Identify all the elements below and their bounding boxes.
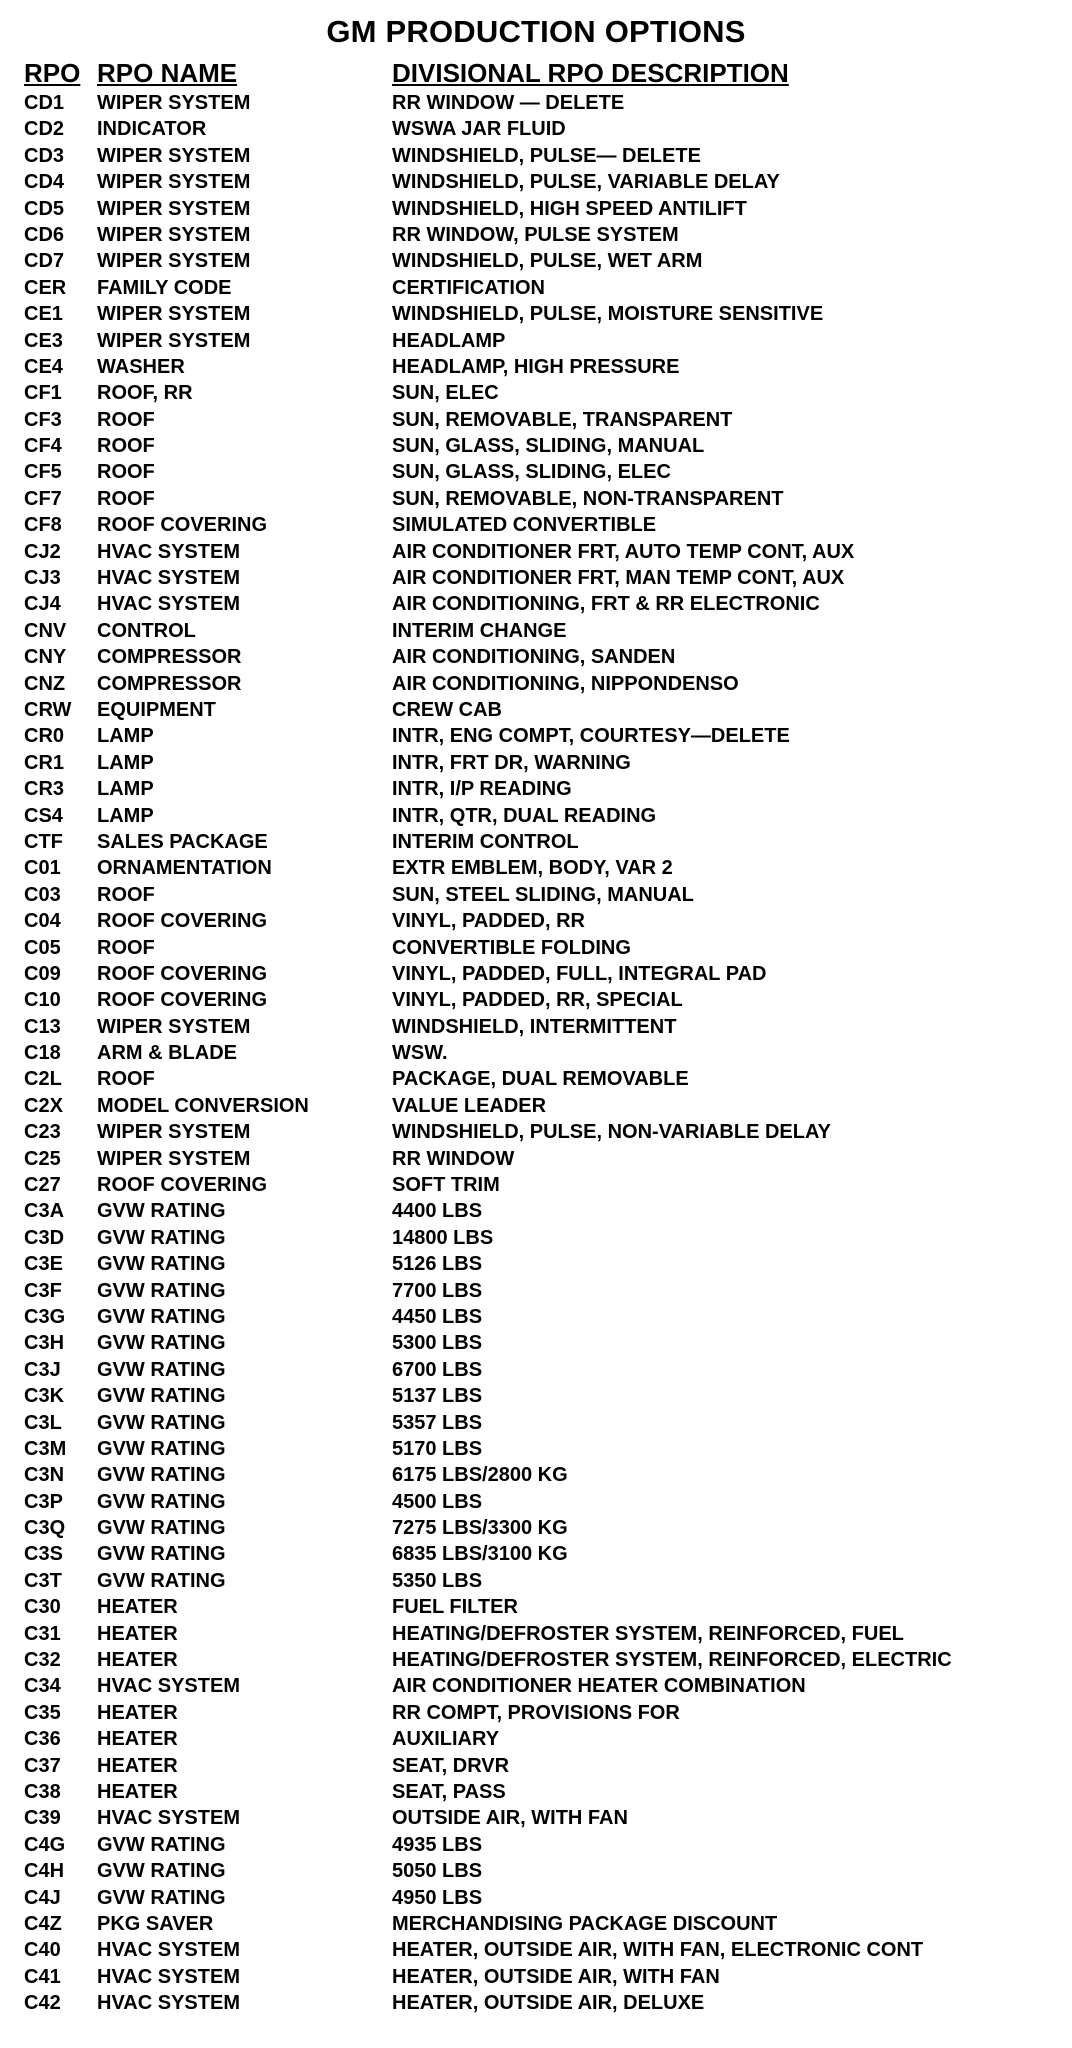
rpo-description-cell: 14800 LBS (392, 1226, 494, 1249)
rpo-name-cell: COMPRESSOR (97, 646, 242, 669)
rpo-code-cell: CTF (24, 830, 63, 853)
rpo-description-cell: 5300 LBS (392, 1332, 483, 1355)
rpo-name-cell: HVAC SYSTEM (97, 1675, 240, 1698)
rpo-description-cell: 6700 LBS (392, 1358, 483, 1381)
table-row (0, 143, 1072, 169)
rpo-name-cell: WIPER SYSTEM (97, 92, 251, 114)
rpo-name-cell: ROOF COVERING (97, 962, 268, 985)
rpo-code-cell: CD4 (24, 171, 65, 194)
rpo-code-cell: CD2 (24, 118, 65, 141)
rpo-code-cell: CNV (24, 619, 67, 642)
rpo-name-cell: GVW RATING (97, 1437, 226, 1460)
table-row (0, 1330, 1072, 1356)
rpo-code-cell: C03 (24, 883, 61, 906)
rpo-description-cell: INTR, I/P READING (392, 778, 572, 801)
rpo-name-cell: WIPER SYSTEM (97, 1147, 251, 1170)
rpo-description-cell: 7700 LBS (392, 1279, 483, 1302)
rpo-name-cell: ROOF COVERING (97, 910, 268, 933)
column-header-rpo-name: RPO NAME (97, 58, 238, 88)
rpo-description-cell: PACKAGE, DUAL REMOVABLE (392, 1068, 689, 1091)
rpo-name-cell: WIPER SYSTEM (97, 250, 251, 273)
rpo-name-cell: HVAC SYSTEM (97, 1965, 240, 1988)
table-row (0, 829, 1072, 855)
table-row (0, 1726, 1072, 1752)
rpo-code-cell: CS4 (24, 804, 63, 827)
rpo-code-cell: C32 (24, 1649, 61, 1672)
rpo-description-cell: INTERIM CONTROL (392, 830, 579, 853)
table-row (0, 486, 1072, 512)
rpo-code-cell: CNY (24, 646, 67, 669)
rpo-name-cell: ARM & BLADE (97, 1042, 237, 1065)
table-row (0, 512, 1072, 538)
rpo-description-cell: WINDSHIELD, HIGH SPEED ANTILIFT (392, 197, 747, 220)
rpo-code-cell: CF4 (24, 435, 62, 458)
table-row (0, 539, 1072, 565)
rpo-name-cell: ROOF, RR (97, 382, 193, 405)
rpo-name-cell: GVW RATING (97, 1253, 226, 1276)
rpo-name-cell: WIPER SYSTEM (97, 1121, 251, 1144)
rpo-name-cell: CONTROL (97, 619, 196, 642)
rpo-name-cell: GVW RATING (97, 1332, 226, 1355)
rpo-description-cell: AUXILIARY (392, 1728, 500, 1751)
rpo-code-cell: C4Z (24, 1912, 62, 1935)
rpo-name-cell: GVW RATING (97, 1464, 226, 1487)
rpo-code-cell: C42 (24, 1992, 61, 2015)
rpo-description-cell: 4935 LBS (392, 1833, 483, 1856)
table-row (0, 90, 1072, 116)
rpo-code-cell: C3P (24, 1490, 63, 1513)
rpo-description-cell: AIR CONDITIONING, NIPPONDENSO (392, 672, 739, 695)
rpo-description-cell: MERCHANDISING PACKAGE DISCOUNT (392, 1912, 778, 1935)
rpo-name-cell: GVW RATING (97, 1860, 226, 1883)
rpo-description-cell: HEATER, OUTSIDE AIR, DELUXE (392, 1992, 705, 2015)
table-row (0, 407, 1072, 433)
rpo-description-cell: WINDSHIELD, PULSE, VARIABLE DELAY (392, 171, 780, 194)
rpo-code-cell: CJ2 (24, 540, 61, 563)
rpo-code-cell: C35 (24, 1701, 61, 1724)
table-row (0, 1251, 1072, 1277)
rpo-name-cell: ROOF (97, 936, 155, 959)
rpo-name-cell: WIPER SYSTEM (97, 303, 251, 326)
rpo-description-cell: SUN, REMOVABLE, NON-TRANSPARENT (392, 487, 784, 510)
rpo-name-cell: WIPER SYSTEM (97, 1015, 251, 1038)
rpo-description-cell: FUEL FILTER (392, 1596, 518, 1619)
rpo-description-cell: RR COMPT, PROVISIONS FOR (392, 1701, 680, 1724)
rpo-description-cell: OUTSIDE AIR, WITH FAN (392, 1807, 628, 1830)
rpo-code-cell: CF8 (24, 514, 62, 537)
rpo-description-cell: AIR CONDITIONER HEATER COMBINATION (392, 1675, 806, 1698)
rpo-description-cell: VINYL, PADDED, RR (392, 910, 585, 933)
rpo-description-cell: SUN, GLASS, SLIDING, ELEC (392, 461, 671, 484)
rpo-name-cell: GVW RATING (97, 1569, 226, 1592)
rpo-code-cell: C4G (24, 1833, 66, 1856)
rpo-description-cell: CERTIFICATION (392, 276, 545, 299)
column-header-rpo: RPO (24, 58, 81, 88)
table-row (0, 459, 1072, 485)
rpo-name-cell: HEATER (97, 1728, 178, 1751)
rpo-description-cell: AIR CONDITIONING, SANDEN (392, 646, 676, 669)
rpo-description-cell: SOFT TRIM (392, 1174, 500, 1197)
rpo-code-cell: CNZ (24, 672, 66, 695)
table-row (0, 1885, 1072, 1911)
table-row (0, 1119, 1072, 1145)
rpo-description-cell: WSW. (392, 1042, 448, 1065)
rpo-description-cell: SUN, STEEL SLIDING, MANUAL (392, 883, 694, 906)
rpo-description-cell: INTR, FRT DR, WARNING (392, 751, 631, 774)
options-table-body (0, 90, 1072, 2017)
rpo-name-cell: ROOF (97, 883, 155, 906)
table-row (0, 1040, 1072, 1066)
table-row (0, 935, 1072, 961)
table-row (0, 882, 1072, 908)
table-row (0, 565, 1072, 591)
rpo-code-cell: CR1 (24, 751, 65, 774)
table-row (0, 196, 1072, 222)
rpo-description-cell: HEATER, OUTSIDE AIR, WITH FAN, ELECTRONIC CONT (392, 1939, 924, 1962)
rpo-name-cell: HEATER (97, 1622, 178, 1645)
table-row (0, 908, 1072, 934)
rpo-description-cell: 5357 LBS (392, 1411, 483, 1434)
rpo-description-cell: 6835 LBS/3100 KG (392, 1543, 568, 1566)
table-row (0, 697, 1072, 723)
table-row (0, 1621, 1072, 1647)
rpo-name-cell: HEATER (97, 1701, 178, 1724)
rpo-description-cell: 4500 LBS (392, 1490, 483, 1513)
rpo-name-cell: HVAC SYSTEM (97, 540, 240, 563)
rpo-code-cell: C3K (24, 1385, 65, 1408)
rpo-name-cell: HVAC SYSTEM (97, 567, 240, 590)
rpo-name-cell: HEATER (97, 1649, 178, 1672)
rpo-description-cell: RR WINDOW, PULSE SYSTEM (392, 223, 679, 246)
table-row (0, 591, 1072, 617)
table-row (0, 1146, 1072, 1172)
table-row (0, 1832, 1072, 1858)
column-header-description: DIVISIONAL RPO DESCRIPTION (392, 58, 789, 88)
table-row (0, 1383, 1072, 1409)
rpo-description-cell: 4950 LBS (392, 1886, 483, 1909)
rpo-description-cell: WINDSHIELD, PULSE, MOISTURE SENSITIVE (392, 303, 824, 326)
rpo-code-cell: C2X (24, 1094, 63, 1117)
rpo-description-cell: RR WINDOW (392, 1147, 515, 1170)
rpo-name-cell: WASHER (97, 355, 185, 378)
rpo-code-cell: CD6 (24, 223, 65, 246)
rpo-code-cell: C23 (24, 1121, 61, 1144)
rpo-code-cell: CD3 (24, 144, 65, 167)
rpo-code-cell: C25 (24, 1147, 61, 1170)
rpo-description-cell: INTERIM CHANGE (392, 619, 567, 642)
table-header (0, 58, 1072, 88)
rpo-description-cell: SIMULATED CONVERTIBLE (392, 514, 657, 537)
rpo-description-cell: WINDSHIELD, PULSE, WET ARM (392, 250, 703, 273)
rpo-description-cell: HEADLAMP (392, 329, 506, 352)
rpo-code-cell: C27 (24, 1174, 61, 1197)
rpo-code-cell: CD1 (24, 92, 65, 114)
rpo-description-cell: SEAT, DRVR (392, 1754, 510, 1777)
rpo-name-cell: COMPRESSOR (97, 672, 242, 695)
rpo-description-cell: AIR CONDITIONER FRT, AUTO TEMP CONT, AUX (392, 540, 855, 563)
rpo-description-cell: WINDSHIELD, PULSE, NON-VARIABLE DELAY (392, 1121, 831, 1144)
rpo-name-cell: HEATER (97, 1781, 178, 1803)
rpo-name-cell: LAMP (97, 778, 154, 801)
rpo-code-cell: C40 (24, 1939, 61, 1962)
rpo-name-cell: WIPER SYSTEM (97, 171, 251, 194)
rpo-description-cell: 5170 LBS (392, 1437, 483, 1460)
rpo-description-cell: HEATER, OUTSIDE AIR, WITH FAN (392, 1965, 720, 1988)
rpo-name-cell: SALES PACKAGE (97, 830, 268, 853)
table-row (0, 1673, 1072, 1699)
table-row (0, 1093, 1072, 1119)
table-row (0, 1541, 1072, 1567)
rpo-description-cell: VINYL, PADDED, FULL, INTEGRAL PAD (392, 962, 767, 985)
table-row (0, 750, 1072, 776)
rpo-description-cell: AIR CONDITIONER FRT, MAN TEMP CONT, AUX (392, 567, 845, 590)
rpo-code-cell: C2L (24, 1068, 62, 1091)
rpo-name-cell: GVW RATING (97, 1543, 226, 1566)
table-row (0, 1225, 1072, 1251)
rpo-name-cell: GVW RATING (97, 1226, 226, 1249)
rpo-description-cell: VALUE LEADER (392, 1094, 547, 1117)
table-row (0, 116, 1072, 142)
rpo-code-cell: C3J (24, 1358, 61, 1381)
rpo-code-cell: C38 (24, 1781, 61, 1803)
table-row (0, 328, 1072, 354)
table-row (0, 1858, 1072, 1884)
rpo-description-cell: 7275 LBS/3300 KG (392, 1517, 568, 1540)
rpo-description-cell: 5126 LBS (392, 1253, 483, 1276)
rpo-name-cell: HVAC SYSTEM (97, 1939, 240, 1962)
rpo-name-cell: WIPER SYSTEM (97, 197, 251, 220)
rpo-name-cell: WIPER SYSTEM (97, 329, 251, 352)
rpo-code-cell: CF1 (24, 382, 62, 405)
rpo-code-cell: C3Q (24, 1517, 66, 1540)
rpo-name-cell: HEATER (97, 1754, 178, 1777)
table-row (0, 1964, 1072, 1990)
rpo-description-cell: SEAT, PASS (392, 1781, 506, 1803)
rpo-description-cell: EXTR EMBLEM, BODY, VAR 2 (392, 857, 673, 880)
table-row (0, 1410, 1072, 1436)
rpo-code-cell: C31 (24, 1622, 61, 1645)
table-row (0, 987, 1072, 1013)
rpo-code-cell: CJ3 (24, 567, 61, 590)
rpo-name-cell: ROOF (97, 1068, 155, 1091)
table-row (0, 1304, 1072, 1330)
table-row (0, 1066, 1072, 1092)
rpo-description-cell: WSWA JAR FLUID (392, 118, 566, 141)
rpo-description-cell: HEATING/DEFROSTER SYSTEM, REINFORCED, ELECTRIC (392, 1649, 952, 1672)
table-row (0, 1515, 1072, 1541)
rpo-code-cell: CF7 (24, 487, 62, 510)
table-row (0, 169, 1072, 195)
table-row (0, 776, 1072, 802)
rpo-code-cell: CE1 (24, 303, 63, 326)
rpo-code-cell: C41 (24, 1965, 61, 1988)
table-row (0, 1014, 1072, 1040)
table-row (0, 803, 1072, 829)
rpo-description-cell: INTR, ENG COMPT, COURTESY—DELETE (392, 725, 790, 748)
rpo-code-cell: C3D (24, 1226, 65, 1249)
rpo-code-cell: C3L (24, 1411, 62, 1434)
rpo-name-cell: GVW RATING (97, 1517, 226, 1540)
table-row (0, 1594, 1072, 1620)
rpo-name-cell: ROOF (97, 487, 155, 510)
rpo-code-cell: C3N (24, 1464, 65, 1487)
rpo-description-cell: SUN, ELEC (392, 382, 499, 405)
rpo-description-cell: 5050 LBS (392, 1860, 483, 1883)
table-row (0, 1462, 1072, 1488)
table-row (0, 671, 1072, 697)
rpo-description-cell: WINDSHIELD, INTERMITTENT (392, 1015, 677, 1038)
rpo-code-cell: C3F (24, 1279, 62, 1302)
table-row (0, 1489, 1072, 1515)
rpo-description-cell: HEATING/DEFROSTER SYSTEM, REINFORCED, FUEL (392, 1622, 904, 1645)
rpo-description-cell: CONVERTIBLE FOLDING (392, 936, 631, 959)
rpo-description-cell: SUN, GLASS, SLIDING, MANUAL (392, 435, 705, 458)
rpo-name-cell: WIPER SYSTEM (97, 144, 251, 167)
table-row (0, 248, 1072, 274)
table-row (0, 222, 1072, 248)
table-row (0, 618, 1072, 644)
rpo-name-cell: ROOF COVERING (97, 989, 268, 1012)
rpo-name-cell: FAMILY CODE (97, 276, 232, 299)
rpo-name-cell: GVW RATING (97, 1833, 226, 1856)
rpo-code-cell: CE4 (24, 355, 63, 378)
table-row (0, 1436, 1072, 1462)
rpo-description-cell: AIR CONDITIONING, FRT & RR ELECTRONIC (392, 593, 820, 616)
rpo-description-cell: HEADLAMP, HIGH PRESSURE (392, 355, 680, 378)
rpo-name-cell: GVW RATING (97, 1490, 226, 1513)
rpo-code-cell: CJ4 (24, 593, 61, 616)
rpo-name-cell: ROOF COVERING (97, 514, 268, 537)
rpo-code-cell: CE3 (24, 329, 63, 352)
table-row (0, 275, 1072, 301)
rpo-description-cell: 5350 LBS (392, 1569, 483, 1592)
rpo-description-cell: 4400 LBS (392, 1200, 483, 1223)
rpo-name-cell: ORNAMENTATION (97, 857, 272, 880)
rpo-description-cell: SUN, REMOVABLE, TRANSPARENT (392, 408, 733, 431)
table-row (0, 1357, 1072, 1383)
rpo-code-cell: C3T (24, 1569, 62, 1592)
rpo-name-cell: PKG SAVER (97, 1912, 214, 1935)
table-row (0, 1911, 1072, 1937)
rpo-code-cell: C3G (24, 1305, 66, 1328)
table-row (0, 961, 1072, 987)
rpo-name-cell: HEATER (97, 1596, 178, 1619)
table-row (0, 301, 1072, 327)
rpo-code-cell: C39 (24, 1807, 61, 1830)
rpo-code-cell: C3E (24, 1253, 63, 1276)
table-row (0, 1753, 1072, 1779)
rpo-code-cell: C34 (24, 1675, 61, 1698)
rpo-description-cell: CREW CAB (392, 698, 502, 721)
rpo-name-cell: ROOF (97, 408, 155, 431)
rpo-name-cell: ROOF COVERING (97, 1174, 268, 1197)
table-row (0, 1647, 1072, 1673)
rpo-code-cell: C10 (24, 989, 61, 1012)
rpo-description-cell: 6175 LBS/2800 KG (392, 1464, 568, 1487)
rpo-description-cell: WINDSHIELD, PULSE— DELETE (392, 144, 701, 167)
rpo-name-cell: LAMP (97, 751, 154, 774)
table-row (0, 723, 1072, 749)
rpo-name-cell: HVAC SYSTEM (97, 593, 240, 616)
rpo-code-cell: CRW (24, 698, 72, 721)
rpo-name-cell: HVAC SYSTEM (97, 1807, 240, 1830)
rpo-code-cell: C3S (24, 1543, 63, 1566)
rpo-name-cell: LAMP (97, 725, 154, 748)
table-row (0, 855, 1072, 881)
rpo-name-cell: GVW RATING (97, 1358, 226, 1381)
rpo-code-cell: C3A (24, 1200, 65, 1223)
rpo-code-cell: C3M (24, 1437, 67, 1460)
rpo-code-cell: C36 (24, 1728, 61, 1751)
table-row (0, 380, 1072, 406)
table-row (0, 1172, 1072, 1198)
rpo-name-cell: GVW RATING (97, 1411, 226, 1434)
rpo-code-cell: CR0 (24, 725, 65, 748)
table-row (0, 1990, 1072, 2016)
rpo-code-cell: CR3 (24, 778, 65, 801)
rpo-name-cell: WIPER SYSTEM (97, 223, 251, 246)
table-row (0, 354, 1072, 380)
rpo-description-cell: INTR, QTR, DUAL READING (392, 804, 657, 827)
rpo-name-cell: ROOF (97, 435, 155, 458)
table-row (0, 1937, 1072, 1963)
rpo-code-cell: C4H (24, 1860, 65, 1883)
rpo-name-cell: HVAC SYSTEM (97, 1992, 240, 2015)
table-row (0, 1568, 1072, 1594)
rpo-code-cell: C4J (24, 1886, 61, 1909)
rpo-name-cell: GVW RATING (97, 1200, 226, 1223)
table-row (0, 1278, 1072, 1304)
table-row (0, 433, 1072, 459)
rpo-code-cell: C37 (24, 1754, 61, 1777)
rpo-name-cell: GVW RATING (97, 1305, 226, 1328)
table-row (0, 1700, 1072, 1726)
rpo-code-cell: CF5 (24, 461, 62, 484)
rpo-name-cell: EQUIPMENT (97, 698, 216, 721)
rpo-name-cell: MODEL CONVERSION (97, 1094, 309, 1117)
rpo-name-cell: GVW RATING (97, 1279, 226, 1302)
rpo-code-cell: CF3 (24, 408, 62, 431)
rpo-name-cell: LAMP (97, 804, 154, 827)
rpo-description-cell: RR WINDOW — DELETE (392, 92, 625, 114)
rpo-code-cell: CD5 (24, 197, 65, 220)
rpo-name-cell: INDICATOR (97, 118, 207, 141)
rpo-name-cell: ROOF (97, 461, 155, 484)
rpo-code-cell: CD7 (24, 250, 65, 273)
rpo-name-cell: GVW RATING (97, 1385, 226, 1408)
rpo-code-cell: C05 (24, 936, 61, 959)
table-row (0, 1779, 1072, 1805)
rpo-code-cell: C30 (24, 1596, 61, 1619)
page-title: GM PRODUCTION OPTIONS (326, 14, 746, 49)
table-row (0, 644, 1072, 670)
rpo-code-cell: C18 (24, 1042, 61, 1065)
rpo-description-cell: VINYL, PADDED, RR, SPECIAL (392, 989, 683, 1012)
rpo-code-cell: CER (24, 276, 67, 299)
rpo-code-cell: C13 (24, 1015, 61, 1038)
rpo-name-cell: GVW RATING (97, 1886, 226, 1909)
table-row (0, 1805, 1072, 1831)
rpo-code-cell: C01 (24, 857, 61, 880)
rpo-description-cell: 4450 LBS (392, 1305, 483, 1328)
rpo-code-cell: C04 (24, 910, 61, 933)
rpo-code-cell: C09 (24, 962, 61, 985)
table-row (0, 1198, 1072, 1224)
rpo-code-cell: C3H (24, 1332, 65, 1355)
rpo-description-cell: 5137 LBS (392, 1385, 483, 1408)
